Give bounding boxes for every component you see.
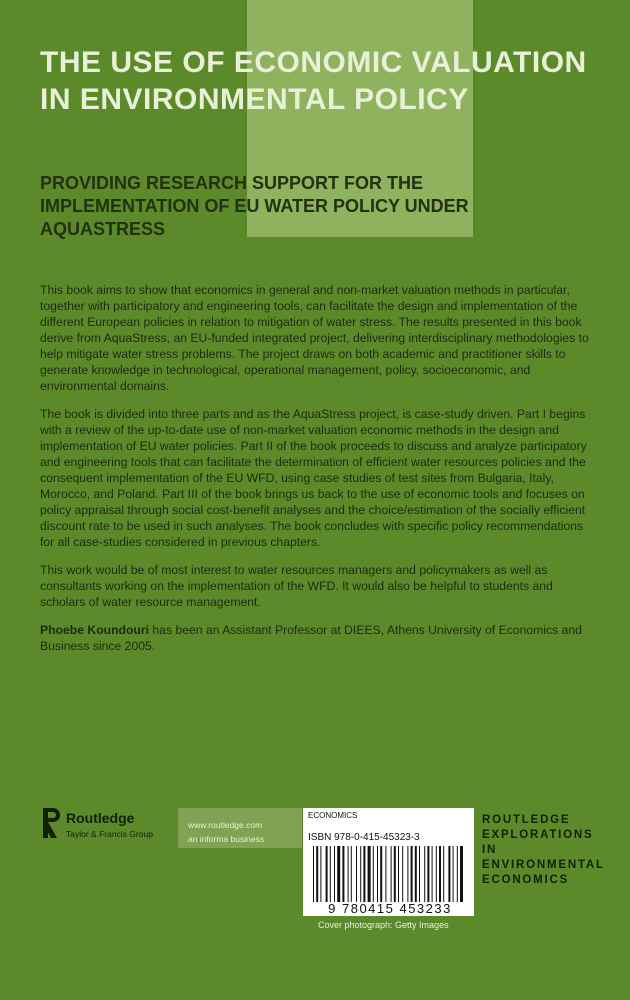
publisher-name: Routledge [66, 810, 135, 826]
publisher-url: www.routledge.com [188, 820, 263, 830]
blurb [40, 282, 600, 666]
author-name: Phoebe Koundouri [40, 623, 150, 637]
isbn-barcode-box [303, 808, 474, 916]
cover-photo-credit: Cover photograph: Getty Images [318, 920, 449, 930]
subject-category: ECONOMICS [308, 811, 358, 820]
series-line: IN [482, 844, 498, 856]
series-line: ROUTLEDGE [482, 814, 571, 826]
author-bio-text: has been an Assistant Professor at DIEES, Athens University of Economics and Business since 2005. [40, 623, 582, 653]
publisher-subname: Taylor & Francis Group [66, 829, 153, 839]
author-bio [40, 622, 600, 654]
series-line: EXPLORATIONS [482, 829, 594, 841]
series-line: ECONOMICS [482, 874, 570, 886]
series-line: ENVIRONMENTAL [482, 859, 605, 871]
blurb-paragraph-3: This work would be of most interest to water resources managers and policymakers as well as consultants working on the implementation of the WFD. It would also be helpful to students and scholars of water resource management. [40, 563, 553, 609]
barcode-digits: 9 780415 453233 [328, 901, 452, 916]
isbn-number: ISBN 978-0-415-45323-3 [308, 832, 420, 843]
publisher-logo [40, 805, 170, 845]
blurb-paragraph-2: The book is divided into three parts and as the AquaStress project, is case-study driven. Part I begins with a review of the up-to-date use of non-market valuation economic methods in the design and implementation of EU water policies. Part II of the book proceeds to discuss and analyze participatory and engineering tools that can facilitate the determination of efficient water resources policies and the consequent implementation of the EU WFD, using case studies of test sites from Bulgaria, Italy, Morocco, and Poland. Part III of the book brings us back to the use of economic tools and focuses on policy appraisal through social cost-benefit analyses and the choice/estimation of the socially efficient discount rate to be used in such analyses. The book concludes with specific policy recommendations for all case-studies considered in previous chapters. [40, 407, 587, 549]
informa-note: an informa business [188, 834, 265, 844]
routledge-r-logo-icon [40, 805, 62, 841]
series-name [482, 813, 627, 888]
blurb-paragraph-1: This book aims to show that economics in general and non-market valuation methods in particular, together with participatory and engineering tools, can facilitate the design and implementation of the different European policies in relation to mitigation of water stress. The results presented in this book derive from AquaStress, an EU-funded integrated project, delivering interdisciplinary methodologies to help mitigate water stress problems. The project draws on both academic and practitioner skills to generate knowledge in technological, operational management, policy, socioeconomic, and environmental domains. [40, 283, 589, 393]
book-subtitle: PROVIDING RESEARCH SUPPORT FOR THE IMPLEMENTATION OF EU WATER POLICY UNDER AQUASTRESS [40, 173, 469, 239]
web-panel [178, 808, 302, 848]
barcode [311, 846, 467, 902]
book-title: THE USE OF ECONOMIC VALUATION IN ENVIRONMENTAL POLICY [40, 46, 587, 116]
